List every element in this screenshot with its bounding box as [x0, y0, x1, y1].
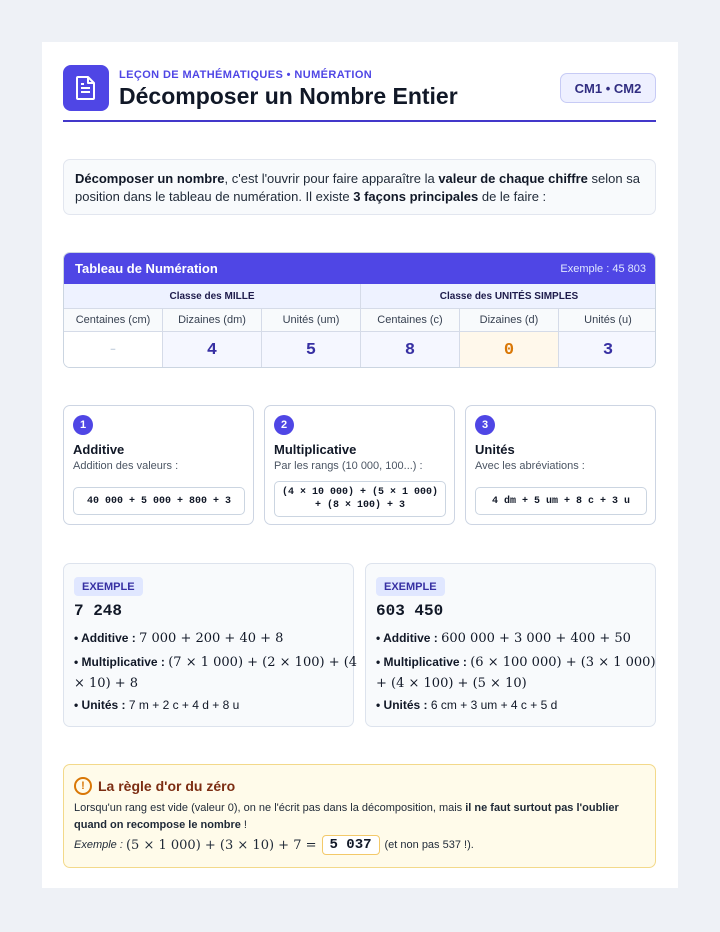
document-icon — [63, 65, 109, 111]
page-title: Décomposer un Nombre Entier — [119, 83, 458, 109]
rule-example-formula: (5 × 1 000) + (3 × 10) + 7 = — [125, 837, 317, 853]
method-formula: (4 × 10 000) + (5 × 1 000) + (8 × 100) + 3 — [274, 481, 446, 517]
digit-cell-zero: 0 — [460, 332, 559, 368]
rule-example-note: (et non pas 537 !). — [384, 839, 474, 851]
multiplicative-formula: (7 × 1 000) + (2 × 100) + (4 — [168, 655, 358, 670]
header-divider — [63, 120, 656, 122]
golden-rule-box — [63, 764, 656, 868]
method-formula: 40 000 + 5 000 + 800 + 3 — [73, 487, 245, 515]
rule-text — [74, 800, 644, 834]
additive-label: • Additive : — [376, 631, 438, 645]
rule-example-label: Exemple : — [74, 839, 123, 851]
multiplicative-formula-cont: × 10) + 8 — [74, 676, 139, 691]
units-formula: 6 cm + 3 um + 4 c + 5 d — [430, 698, 558, 712]
column-header: Unités (um) — [262, 309, 361, 331]
example-number: 603 450 — [376, 602, 444, 620]
method-formula: 4 dm + 5 um + 8 c + 3 u — [475, 487, 647, 515]
column-header: Unités (u) — [584, 314, 632, 326]
example-additive — [74, 631, 283, 646]
additive-formula: 7 000 + 200 + 40 + 8 — [139, 631, 284, 646]
method-description: Par les rangs (10 000, 100...) : — [274, 460, 423, 472]
place-value-table — [63, 252, 656, 368]
table-title: Tableau de Numération — [75, 261, 218, 276]
example-badge: EXEMPLE — [74, 577, 143, 596]
example-units — [376, 698, 557, 712]
method-card-multiplicative — [264, 405, 455, 525]
example-additive — [376, 631, 631, 646]
column-header: Centaines (cm) — [64, 309, 163, 331]
digit-cell: 4 — [163, 332, 262, 368]
lesson-page — [42, 42, 678, 888]
table-example: Exemple : 45 803 — [560, 263, 646, 275]
rule-text-1: Lorsqu'un rang est vide (valeur 0), on ne l'écrit pas dans la décomposition, mais — [74, 802, 466, 814]
example-number: 7 248 — [74, 602, 123, 620]
multiplicative-label: • Multiplicative : — [376, 655, 467, 669]
example-card-1 — [63, 563, 358, 727]
step-number: 1 — [73, 415, 93, 435]
intro-bold-1: Décomposer un nombre — [75, 171, 225, 186]
alert-circle-icon: ! — [74, 777, 92, 795]
method-title: Additive — [73, 442, 125, 457]
step-number: 3 — [475, 415, 495, 435]
additive-label: • Additive : — [74, 631, 136, 645]
class-unites: Classe des UNITÉS SIMPLES — [439, 290, 579, 302]
units-label: • Unités : — [376, 698, 428, 712]
table-header — [64, 253, 656, 284]
example-badge: EXEMPLE — [376, 577, 445, 596]
digit-cell: 3 — [559, 332, 656, 368]
example-units — [74, 698, 239, 712]
units-label: • Unités : — [74, 698, 126, 712]
digit-cell: 5 — [262, 332, 361, 368]
level-badge: CM1 • CM2 — [560, 73, 656, 103]
class-mille: Classe des MILLE — [64, 284, 361, 308]
intro-text-2: selon sa position dans le tableau de numération. Il existe — [75, 171, 640, 204]
rule-title: La règle d'or du zéro — [98, 778, 236, 794]
digit-cell: 8 — [361, 332, 460, 368]
rule-example — [74, 835, 474, 855]
example-card-2 — [365, 563, 656, 727]
class-row — [64, 284, 656, 309]
example-multiplicative — [376, 655, 656, 670]
intro-text-3: de le faire : — [478, 189, 547, 204]
method-card-additive — [63, 405, 254, 525]
additive-formula: 600 000 + 3 000 + 400 + 50 — [441, 631, 631, 646]
multiplicative-formula: (6 × 100 000) + (3 × 1 000) — [470, 655, 656, 670]
method-description: Addition des valeurs : — [73, 460, 179, 472]
column-header: Dizaines (d) — [460, 309, 559, 331]
rule-text-2: ! — [240, 819, 247, 831]
multiplicative-formula-cont: + (4 × 100) + (5 × 10) — [376, 676, 527, 691]
rule-text-bold: il ne faut surtout pas l'oublier quand on recompose le nombre — [74, 802, 619, 831]
column-header-row — [64, 309, 656, 332]
intro-box — [63, 159, 656, 215]
intro-bold-3: 3 façons principales — [353, 189, 479, 204]
method-description: Avec les abréviations : — [475, 460, 585, 472]
rule-answer: 5 037 — [322, 835, 380, 855]
intro-text-1: , c'est l'ouvrir pour faire apparaître la — [224, 171, 439, 186]
column-header: Centaines (c) — [361, 309, 460, 331]
units-formula: 7 m + 2 c + 4 d + 8 u — [128, 698, 240, 712]
column-header: Dizaines (dm) — [163, 309, 262, 331]
multiplicative-label: • Multiplicative : — [74, 655, 165, 669]
method-title: Multiplicative — [274, 442, 357, 457]
example-multiplicative — [74, 655, 357, 670]
lesson-category: LEÇON DE MATHÉMATIQUES • NUMÉRATION — [119, 69, 373, 81]
method-title: Unités — [475, 442, 515, 457]
step-number: 2 — [274, 415, 294, 435]
digit-cell: - — [64, 332, 163, 368]
digit-row — [64, 332, 656, 368]
method-card-units — [465, 405, 656, 525]
intro-bold-2: valeur de chaque chiffre — [438, 171, 588, 186]
